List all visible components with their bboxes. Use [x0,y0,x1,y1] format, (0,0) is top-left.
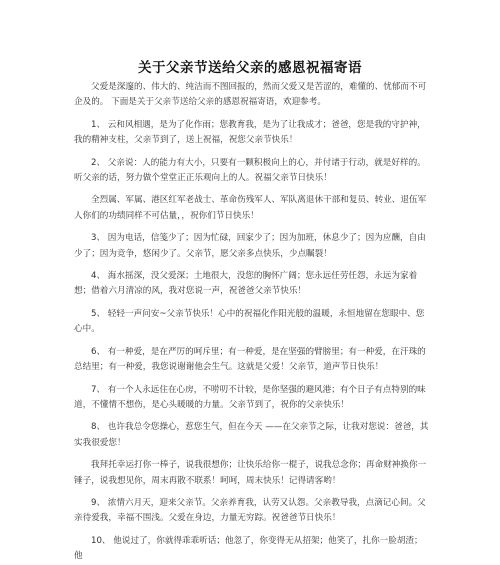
paragraph-5: 5、 轻轻一声问安~父亲节快乐！心中的祝福化作阳光般的温暖，永恒地留在您眼中、您心中。 [74,308,425,335]
paragraph-1: 1、 云和风相遇，是为了化作雨；您教育我，是为了让我成才；爸爸，您是我的守护神，我的精神支柱，父亲节到了，送上祝福，祝您父亲节快乐！ [74,119,426,146]
paragraph-4: 4、 海水摇深，没父爱深；土地很大，没您的胸怀广阔；您永远任劳任怨，永远为家着想；借着六月清凉的风，我对您说一声，祝爸爸父亲节快乐！ [74,271,418,297]
paragraph-9: 9、 浓情六月天，迎来父亲节。父亲养育我，认劳又认怨。父亲教导我，点滴记心间。父亲待爱我，幸福不围浅。父爱在身边，力量无穷踪。祝爸爸节日快乐！ [74,497,426,524]
document-title: 关于父亲节送给父亲的感恩祝福寄语 [138,60,362,76]
paragraph-friday: 我拜托幸运打你一棒子，说我很想你；让快乐给你一棍子，说我总念你；再命财神换你一锤子，说我想见你，周末再散不联系！呵呵，周末快乐！记得请客哟！ [74,460,427,486]
paragraph-6: 6、 有一种爱，是在严厉的呵斥里；有一种爱，是在坚强的臂膀里；有一种爱，在汗珠的总结里；有一种爱，我您说谢谢他会生气。这就是父爱！父亲节，道声节日快乐！ [74,346,426,373]
paragraph-3: 3、 因为电话，信笺少了；因为忙碌，回家少了；因为加班，休息少了；因为应酬，自由少了；因为竞争，悠闲少了。父亲节，愿父亲多点快乐，少点瞩裂！ [74,233,426,259]
paragraph-10: 10、 他说过了，你就得乖乖听话；他忽了，你变得无从招架；他笑了，扎你一脸胡渣；他 [74,535,423,562]
paragraph-7: 7、 有一个人永远住在心房，不唠叨不计较，是你坚强的避风港；有个日子有点特别的味道，不懂情不想伤，是心头暖暖的力量。父亲节到了，祝你的父亲快乐！ [74,384,426,410]
paragraph-intro: 父爱是深邃的、伟大的、纯洁而不图回报的，然而父爱又是苦涩的，难懂的、忧郁而不可企及的。 下面是关于父亲节送给父亲的感恩祝福寄语，欢迎参考。 [74,82,427,108]
paragraph-2: 2、 父亲说：人的能力有大小，只要有一颗积极向上的心，并付诸于行动，就是好样的。听父亲的话，努力做个堂堂正正乐观向上的人。祝福父亲节日快乐！ [74,157,426,184]
paragraph-veterans: 全烈属、军属、港区红军老战士、革命伤残军人、军队离退休干部和复员、转业、退伍军人你们的功绩同样不可估量，，祝你们节日快乐！ [74,195,427,221]
paragraph-8: 8、 也许我总令您操心，惹您生气，但在今天 ——在父亲节之际，让我对您说：爸爸，其实我很爱您！ [74,422,429,448]
document-body [74,80,430,565]
